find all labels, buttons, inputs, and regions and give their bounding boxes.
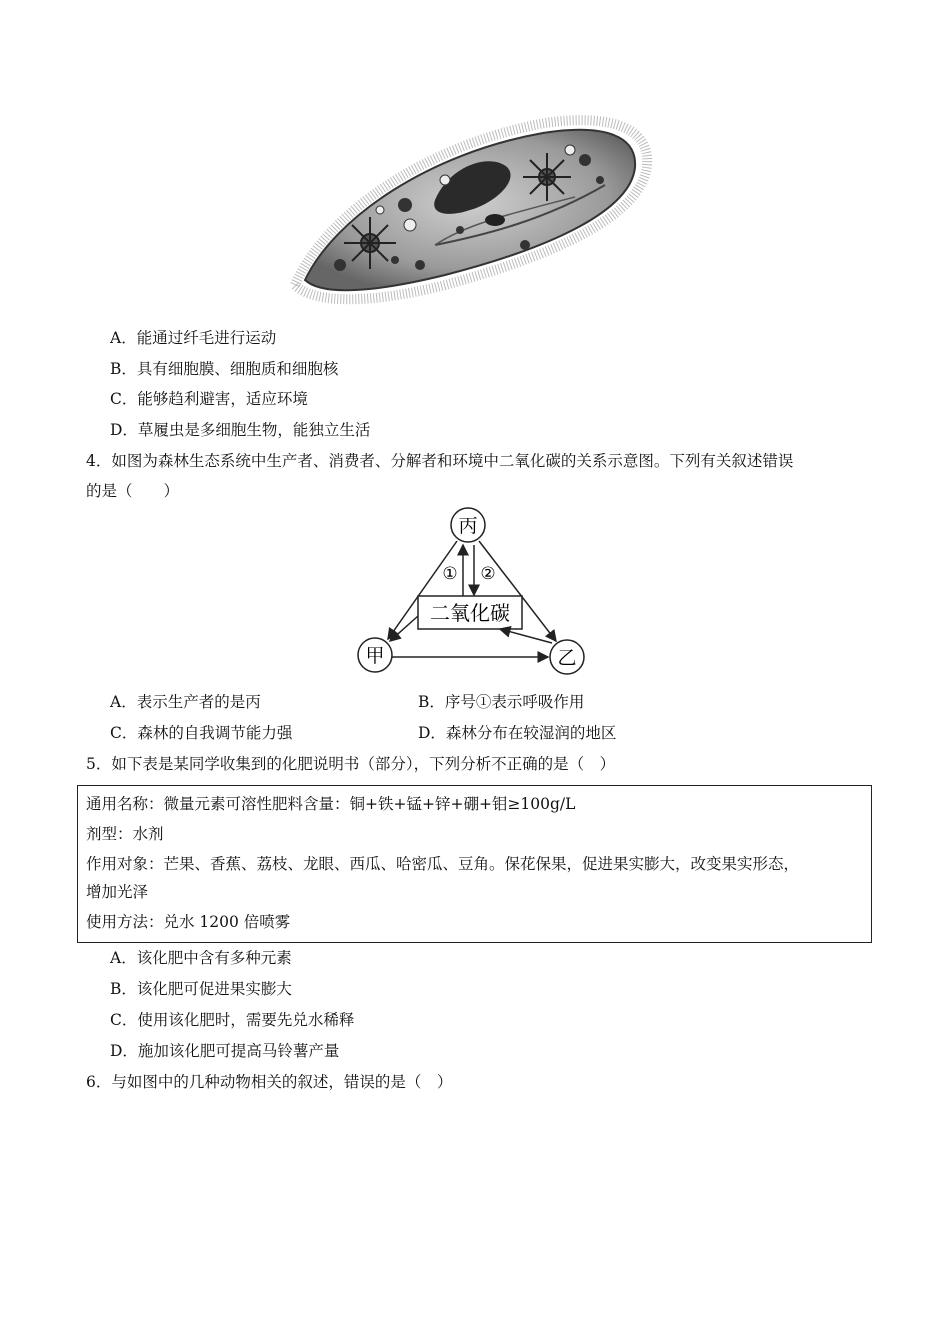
q4-stem-line1: 4．如图为森林生态系统中生产者、消费者、分解者和环境中二氧化碳的关系示意图。下列有关叙述错误 bbox=[86, 452, 794, 470]
arrow-label-1: ① bbox=[442, 564, 458, 584]
q3-option-b: B．具有细胞膜、细胞质和细胞核 bbox=[110, 360, 339, 378]
q4-option-d: D．森林分布在较湿润的地区 bbox=[418, 724, 617, 742]
node-bing-label: 丙 bbox=[458, 515, 478, 537]
co2-label: 二氧化碳 bbox=[430, 601, 510, 625]
q4-option-a: A．表示生产者的是丙 bbox=[110, 693, 261, 711]
q3-option-c: C．能够趋利避害，适应环境 bbox=[110, 390, 308, 408]
q4-option-b: B．序号①表示呼吸作用 bbox=[418, 693, 585, 711]
box-line-target-cont: 增加光泽 bbox=[86, 883, 149, 901]
carbon-cycle-diagram bbox=[350, 505, 595, 680]
q5-option-c: C．使用该化肥时，需要先兑水稀释 bbox=[110, 1011, 355, 1029]
arrow-yi-to-co2 bbox=[500, 629, 552, 643]
arrow-co2-to-jia bbox=[390, 616, 418, 641]
q5-stem: 5．如下表是某同学收集到的化肥说明书（部分），下列分析不正确的是（ ） bbox=[86, 755, 616, 773]
box-line-target: 作用对象：芒果、香蕉、荔枝、龙眼、西瓜、哈密瓜、豆角。保花保果，促进果实膨大，改变果实形态， bbox=[86, 855, 800, 873]
q4-stem-line2: 的是（ ） bbox=[86, 482, 180, 500]
q5-option-a: A．该化肥中含有多种元素 bbox=[110, 949, 292, 967]
q5-option-b: B．该化肥可促进果实膨大 bbox=[110, 980, 292, 998]
arrow-label-2: ② bbox=[480, 564, 496, 584]
q4-option-c: C．森林的自我调节能力强 bbox=[110, 724, 293, 742]
fertilizer-label-box bbox=[77, 785, 872, 943]
box-line-usage: 使用方法：兑水 1200 倍喷雾 bbox=[86, 913, 291, 931]
box-line-name: 通用名称：微量元素可溶性肥料含量：铜+铁+锰+锌+硼+钼≥100g/L bbox=[86, 795, 576, 813]
paramecium-illustration bbox=[285, 105, 660, 310]
node-jia-label: 甲 bbox=[365, 645, 385, 667]
q5-option-d: D．施加该化肥可提高马铃薯产量 bbox=[110, 1042, 340, 1060]
node-yi-label: 乙 bbox=[557, 647, 577, 669]
q3-option-d: D．草履虫是多细胞生物，能独立生活 bbox=[110, 421, 371, 439]
box-line-type: 剂型：水剂 bbox=[86, 825, 164, 843]
q6-stem: 6．与如图中的几种动物相关的叙述，错误的是（ ） bbox=[86, 1073, 453, 1091]
q3-option-a: A．能通过纤毛进行运动 bbox=[110, 329, 277, 347]
